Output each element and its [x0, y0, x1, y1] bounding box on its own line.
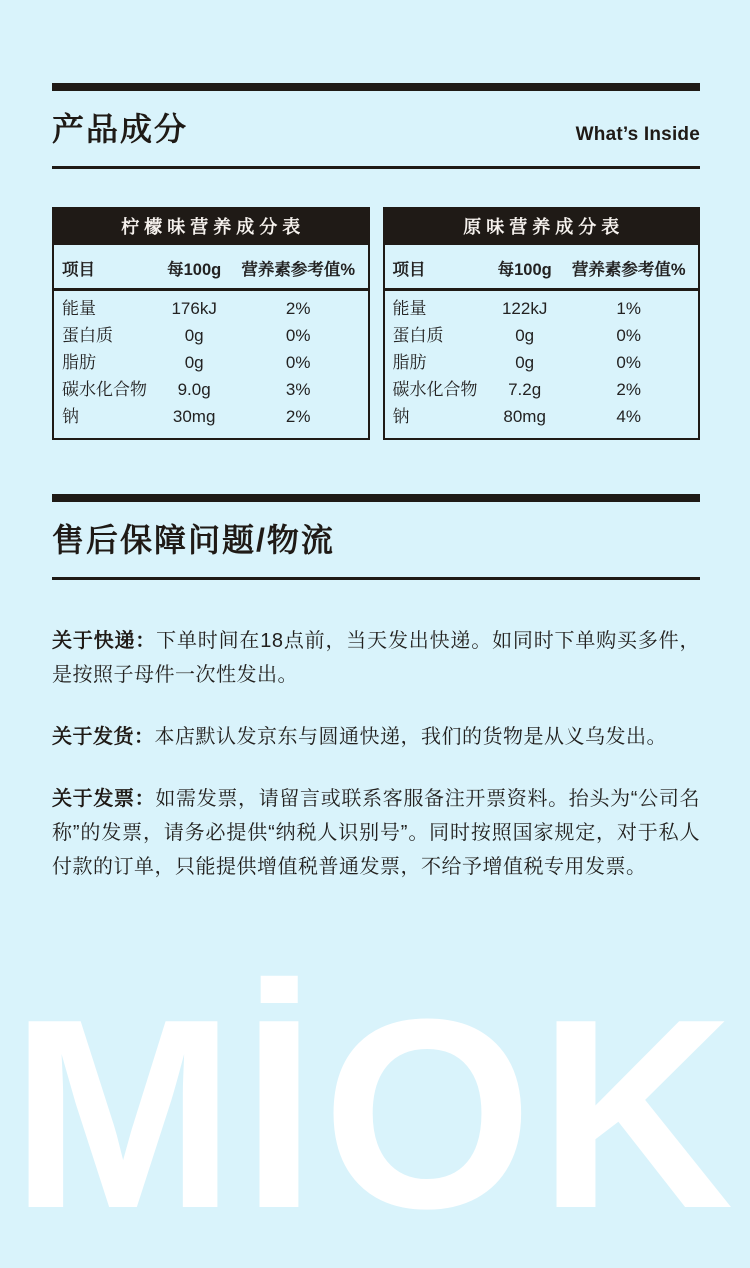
- column-header-per100g: 每100g: [497, 261, 552, 279]
- nutrition-table-lemon-body: [54, 291, 368, 438]
- paragraph-express: [52, 624, 700, 692]
- table-row: [391, 349, 693, 376]
- cell: 蛋白质: [392, 326, 444, 345]
- page-content: [52, 0, 700, 912]
- table-row: [60, 376, 362, 403]
- cell: 钠: [62, 407, 79, 426]
- nutrition-tables: [52, 207, 700, 440]
- nutrition-table-lemon-header: [54, 245, 368, 291]
- cell: 2%: [616, 380, 641, 399]
- paragraph-shipping-text: 本店默认发京东与圆通快递，我们的货物是从义乌发出。: [154, 726, 667, 748]
- column-header-per100g: 每100g: [167, 261, 222, 279]
- cell: 0%: [285, 326, 311, 345]
- cell: 0g: [184, 326, 204, 345]
- cell: 钠: [392, 407, 410, 426]
- column-header-nrv: 营养素参考值%: [571, 261, 686, 279]
- brand-watermark-miok: MİOK: [10, 964, 740, 1265]
- cell: 碳水化合物: [62, 380, 147, 399]
- paragraph-invoice-label: 关于发票：: [52, 788, 156, 810]
- table-row: [60, 295, 362, 322]
- nutrition-table-original-header: [385, 245, 699, 291]
- table-row: [391, 376, 693, 403]
- nutrition-table-original-body: [385, 291, 699, 438]
- paragraph-shipping: [52, 720, 700, 754]
- cell: 0g: [515, 326, 535, 345]
- cell: 碳水化合物: [392, 380, 478, 399]
- paragraph-invoice: [52, 782, 700, 884]
- cell: 2%: [285, 299, 311, 318]
- cell: 30mg: [172, 407, 216, 426]
- table-row: [60, 349, 362, 376]
- ingredients-header: [52, 111, 700, 147]
- cell: 能量: [392, 299, 427, 318]
- cell: 0%: [285, 353, 311, 372]
- service-title: 售后保障问题/物流: [52, 522, 335, 558]
- paragraph-invoice-text: 如需发票，请留言或联系客服备注开票资料。抬头为“公司名称”的发票，请务必提供“纳税人识别号”。同时按照国家规定，对于私人付款的订单，只能提供增值税普通发票，不给予增值税专用发票。: [52, 788, 700, 878]
- cell: 脂肪: [392, 353, 427, 372]
- table-row: [60, 322, 362, 349]
- cell: 176kJ: [171, 299, 217, 318]
- cell: 4%: [616, 407, 641, 426]
- service-divider-bar: [52, 494, 700, 502]
- cell: 2%: [285, 407, 311, 426]
- service-paragraphs: [52, 624, 700, 884]
- cell: 0g: [515, 353, 535, 372]
- ingredients-underline: [52, 166, 700, 169]
- column-header-item: 项目: [62, 261, 95, 279]
- table-row: [391, 322, 693, 349]
- nutrition-table-original-title: 原味营养成分表: [385, 209, 699, 245]
- cell: 3%: [285, 380, 311, 399]
- column-header-nrv: 营养素参考值%: [241, 261, 355, 279]
- table-row: [60, 403, 362, 430]
- cell: 1%: [616, 299, 641, 318]
- cell: 0%: [616, 326, 641, 345]
- cell: 7.2g: [508, 380, 542, 399]
- cell: 122kJ: [501, 299, 548, 318]
- cell: 能量: [62, 299, 96, 318]
- table-row: [391, 403, 693, 430]
- cell: 0%: [616, 353, 641, 372]
- service-header: [52, 522, 700, 558]
- column-header-item: 项目: [392, 261, 426, 279]
- nutrition-table-lemon-title: 柠檬味营养成分表: [54, 209, 368, 245]
- cell: 80mg: [503, 407, 546, 426]
- top-divider-bar: [52, 83, 700, 91]
- cell: 脂肪: [62, 353, 96, 372]
- service-underline: [52, 577, 700, 580]
- ingredients-subtitle-en: What’s Inside: [575, 124, 700, 145]
- paragraph-shipping-label: 关于发货：: [52, 726, 155, 748]
- cell: 蛋白质: [62, 326, 113, 345]
- nutrition-table-lemon: [52, 207, 370, 440]
- cell: 9.0g: [177, 380, 211, 399]
- paragraph-express-label: 关于快递：: [52, 630, 157, 652]
- ingredients-title: 产品成分: [52, 111, 189, 147]
- nutrition-table-original: [383, 207, 701, 440]
- cell: 0g: [184, 353, 204, 372]
- paragraph-express-text: 下单时间在18点前，当天发出快递。如同时下单购买多件，是按照子母件一次性发出。: [52, 630, 700, 686]
- table-row: [391, 295, 693, 322]
